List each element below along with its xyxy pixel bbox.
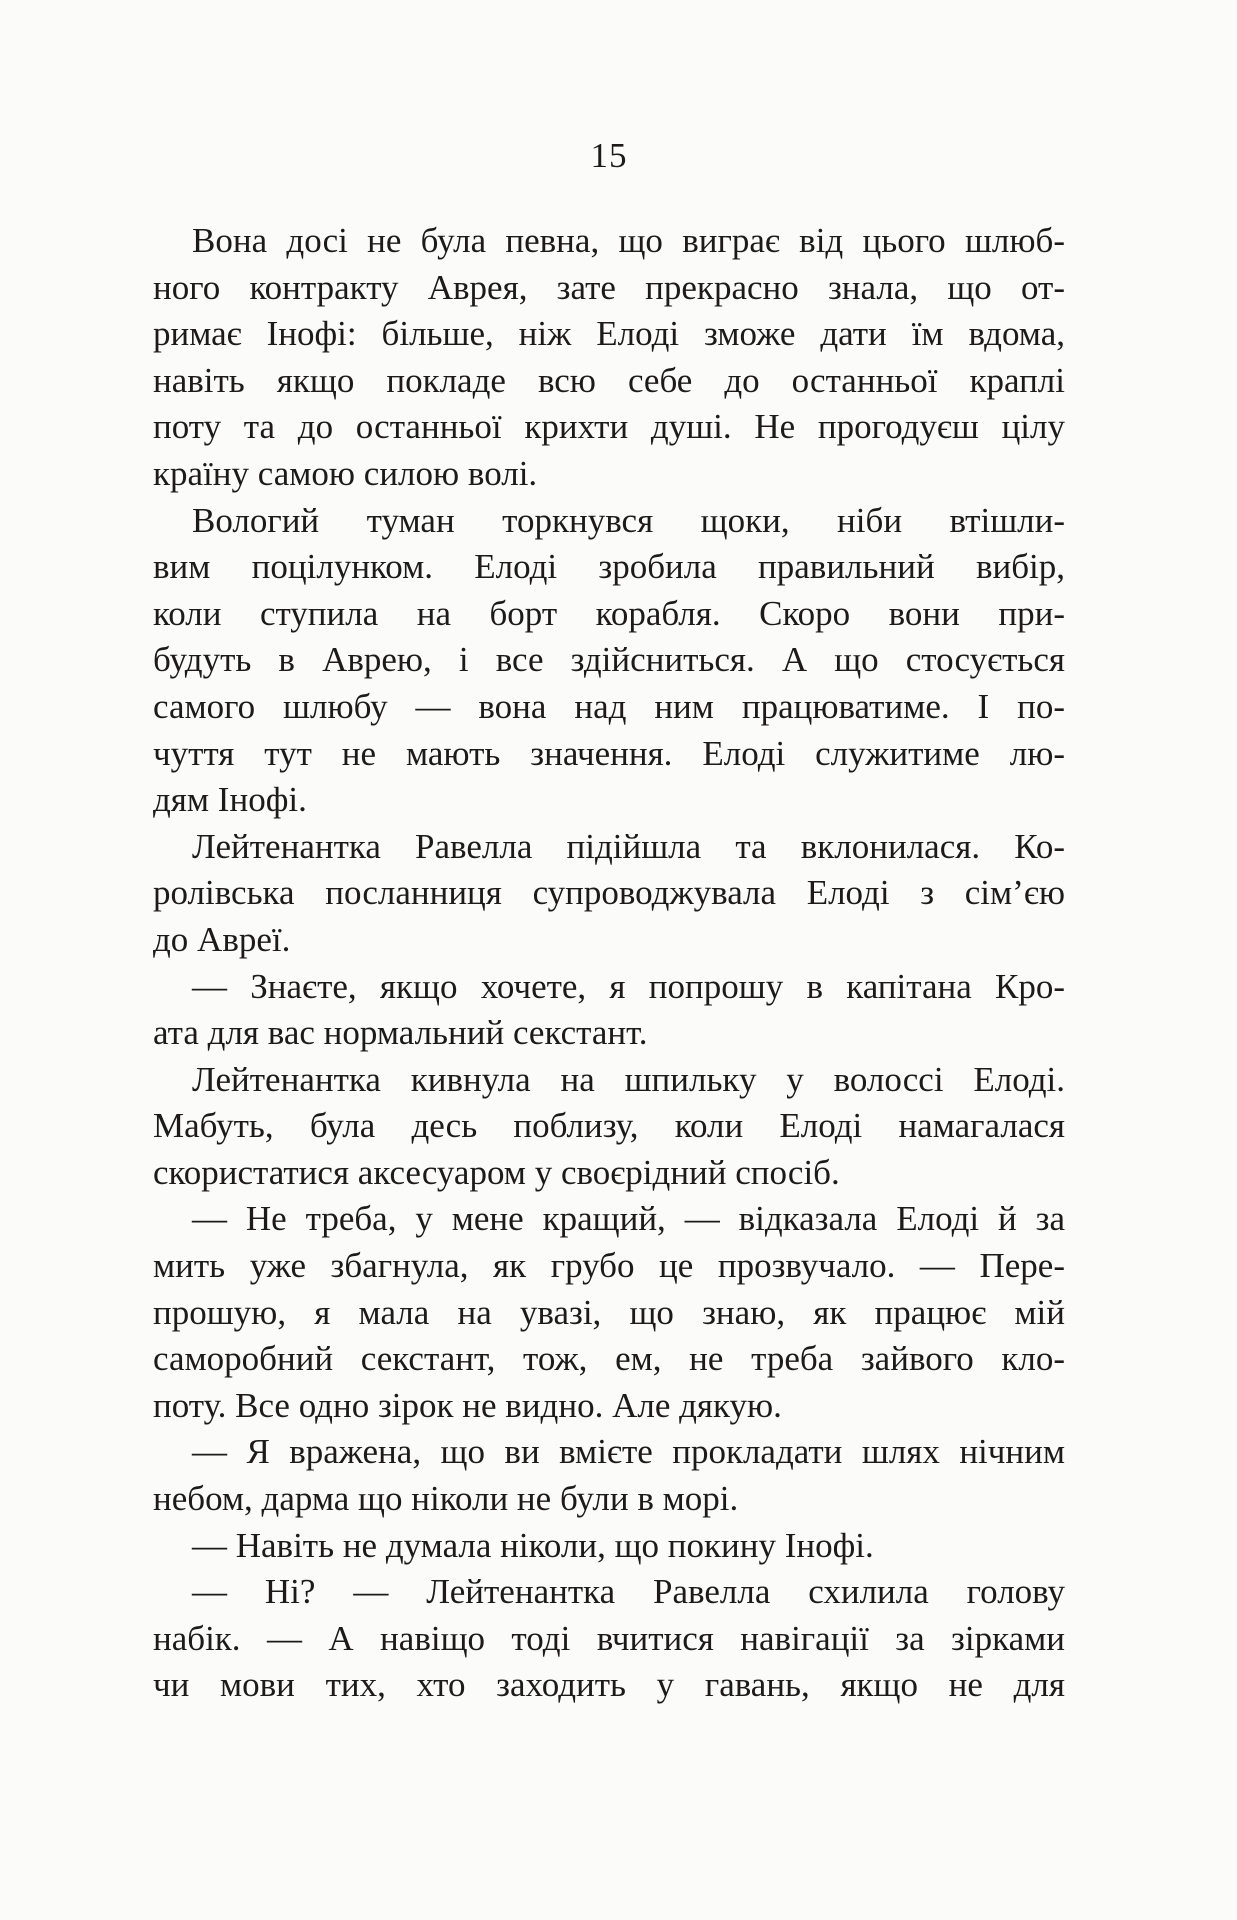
text-line: небом, дарма що ніколи не були в морі. <box>153 1479 739 1519</box>
text-line: — Не треба, у мене кращий, — відказала Елоді й за <box>192 1199 1065 1239</box>
text-line: чуття тут не мають значення. Елоді служитиме лю- <box>153 733 1065 773</box>
text-line: прошую, я мала на увазі, що знаю, як працює мій <box>153 1292 1065 1332</box>
text-line: скористатися аксесуаром у своєрідний спосіб. <box>153 1152 840 1192</box>
text-line: Мабуть, була десь поблизу, коли Елоді намагалася <box>153 1106 1065 1146</box>
text-line: чи мови тих, хто заходить у гавань, якщо не для <box>153 1665 1065 1705</box>
text-line: Вона досі не була певна, що виграє від цього шлюб- <box>192 221 1065 260</box>
text-line: Лейтенантка кивнула на шпильку у волоссі Елоді. <box>192 1059 1065 1099</box>
text-line: навіть якщо покладе всю себе до останньої краплі <box>153 360 1065 400</box>
text-line: дям Інофі. <box>153 780 307 820</box>
text-line: ного контракту Аврея, зате прекрасно знала, що от- <box>153 267 1065 307</box>
text-line: — Я вражена, що ви вмієте прокладати шлях нічним <box>192 1432 1065 1472</box>
text-line: Вологий туман торкнувся щоки, ніби втішли- <box>192 500 1065 540</box>
text-line: до Авреї. <box>153 919 291 959</box>
text-line: ата для вас нормальний секстант. <box>153 1013 648 1053</box>
text-line: римає Інофі: більше, ніж Елоді зможе дати їм вдома, <box>153 314 1065 354</box>
text-line: Лейтенантка Равелла підійшла та вклонилася. Ко- <box>192 826 1065 866</box>
text-line: ролівська посланниця супроводжувала Елоді з сім’єю <box>153 873 1065 913</box>
text-line: поту. Все одно зірок не видно. Але дякую. <box>153 1385 782 1425</box>
text-line: будуть в Аврею, і все здійсниться. А що стосується <box>153 640 1065 680</box>
text-line: — Навіть не думала ніколи, що покину Інофі. <box>192 1525 874 1565</box>
text-line: — Знаєте, якщо хочете, я попрошу в капітана Кро- <box>192 966 1065 1006</box>
text-line: саморобний секстант, тож, ем, не треба зайвого кло- <box>153 1339 1065 1379</box>
text-line: коли ступила на борт корабля. Скоро вони при- <box>153 593 1065 633</box>
text-line: поту та до останньої крихти душі. Не прогодуєш цілу <box>153 407 1065 447</box>
text-line: мить уже збагнула, як грубо це прозвучало. — Пере- <box>153 1246 1065 1286</box>
text-line: набік. — А навіщо тоді вчитися навігації за зірками <box>153 1618 1065 1658</box>
text-line: — Ні? — Лейтенантка Равелла схилила голову <box>192 1572 1065 1612</box>
text-line: самого шлюбу — вона над ним працюватиме. І по- <box>153 686 1065 726</box>
page-number: 15 <box>590 136 628 175</box>
text-block <box>153 218 1065 1709</box>
text-line: вим поцілунком. Елоді зробила правильний вибір, <box>153 547 1065 587</box>
text-line: країну самою силою волі. <box>153 453 538 493</box>
